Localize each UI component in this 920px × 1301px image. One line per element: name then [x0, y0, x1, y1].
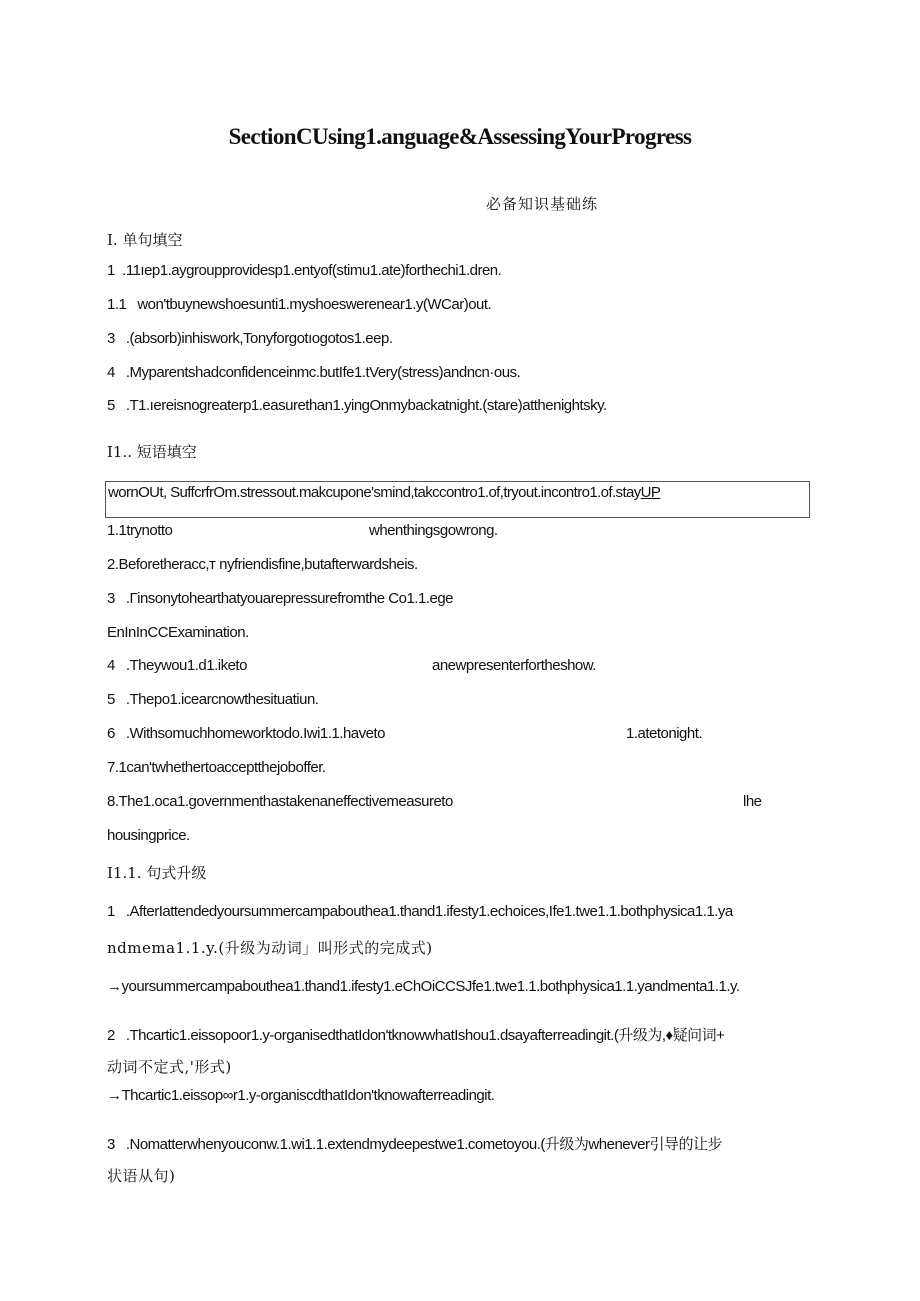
exercise-item: 7.1can'twhethertoacceptthejoboffer.	[107, 759, 326, 776]
subtitle: 必备知识基础练	[486, 195, 599, 213]
section-1-heading: I. 单句填空	[107, 231, 183, 249]
exercise-item: 1 .11ıep1.aygroupprovidesp1.entyof(stimu1.ate)forthechi1.dren.	[107, 262, 502, 279]
exercise-item: 3 .Гinsonytohearthatyouarepressurefromthe Co1.1.ege	[107, 590, 454, 607]
exercise-item: 1.1 won'tbuynewshoesunti1.myshoeswerenear1.y(WCar)out.	[107, 296, 492, 313]
exercise-item-continuation: 动词不定式,'形式)	[107, 1058, 232, 1076]
document-title: SectionCUsing1.anguage&AssessingYourProgress	[228, 124, 692, 149]
exercise-item: 4 .Theywou1.d1.iketo	[107, 657, 247, 674]
word-bank-last-word: UP	[640, 484, 661, 501]
exercise-item-continuation: 状语从句)	[107, 1167, 176, 1185]
exercise-item-continuation: 1.atetonight.	[626, 725, 703, 742]
exercise-item: 1.1trynotto	[107, 522, 173, 539]
exercise-item: 6 .Withsomuchhomeworktodo.Iwi1.1.haveto	[107, 725, 385, 742]
exercise-item: 2.Beforetheracc,т nyfriendisfine,butafterwardsheis.	[107, 556, 418, 573]
exercise-item: 5 .T1.ıereisnogreaterp1.easurethan1.yingOnmybackatnight.(stare)atthenightsky.	[107, 397, 607, 414]
section-2-heading: I1.. 短语填空	[107, 443, 197, 461]
exercise-item: 4 .Myparentshadconfidenceinmc.butIfe1.tVery(stress)andncn·ous.	[107, 364, 521, 381]
answer-line: →Thcartic1.eissop∞r1.y-organiscdthatIdon'tknowafterreadingit.	[107, 1087, 495, 1104]
word-bank-box	[105, 481, 810, 518]
exercise-item-continuation: housingprice.	[107, 827, 190, 844]
exercise-item: 1 .AfterIattendedyoursummercampabouthea1.thand1.ifesty1.echoices,Ife1.twe1.1.bothphysica1.1.ya	[107, 903, 733, 920]
answer-line: →yoursummercampabouthea1.thand1.ifesty1.eChOiCCSJfe1.twe1.1.bothphysica1.1.yandmenta1.1.y.	[107, 978, 740, 995]
section-3-heading: I1.1. 句式升级	[107, 864, 207, 882]
exercise-item: 5 .Thepo1.icearcnowthesituatiun.	[107, 691, 319, 708]
exercise-item: 3 .(absorb)inhiswork,Tonyforgotıogotos1.eep.	[107, 330, 393, 347]
exercise-item-continuation: ndmema1.1.y.(升级为动词」叫形式的完成式)	[107, 939, 433, 957]
exercise-item-continuation: lhe	[743, 793, 762, 810]
exercise-item-continuation: whenthingsgowrong.	[369, 522, 498, 539]
exercise-item-continuation: anewpresenterfortheshow.	[432, 657, 596, 674]
exercise-item: 8.The1.oca1.governmenthastakenaneffectivemeasureto	[107, 793, 453, 810]
exercise-item: 3 .Nomatterwhenyouconw.1.wi1.1.extendmydeepestwe1.cometoyou.(升级为whenever引导的让步	[107, 1136, 722, 1153]
exercise-item-continuation: EnInInCCExamination.	[107, 624, 249, 641]
word-bank-text: wornOUt, SuffcrfrOm.stressout.makcupone'smind,takccontro1.of,tryout.incontro1.of.stayUP	[108, 484, 661, 501]
exercise-item: 2 .Thcartic1.eissopoor1.y-organisedthatIdon'tknowwhatIshou1.dsayafterreadingit.(升级为,♦疑问词+	[107, 1027, 725, 1044]
